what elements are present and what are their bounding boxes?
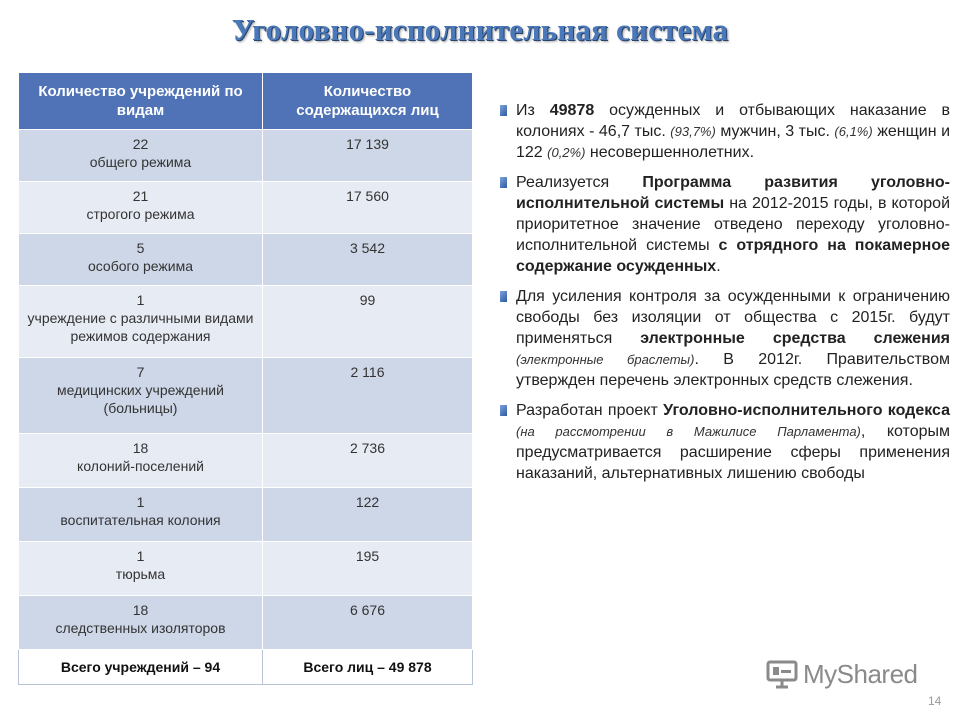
table-row — [19, 182, 473, 234]
table-row — [19, 596, 473, 650]
persons-count: 6 676 — [263, 596, 473, 650]
page-number: 14 — [928, 694, 942, 708]
text: на 2012-2015 годы, в которой приоритетное значение отведено переходу уголовно-исполнительной системы — [516, 195, 950, 254]
institution-cell — [19, 358, 263, 434]
text: Реализуется — [516, 174, 643, 191]
bullet-square-icon — [500, 177, 507, 188]
header-persons-count: Количество содержащихся лиц — [263, 73, 473, 130]
text: мужчин, 3 тыс. — [715, 123, 835, 140]
institution-cell — [19, 488, 263, 542]
persons-count: 3 542 — [263, 234, 473, 286]
institution-count: 21 — [132, 188, 149, 204]
slide-title: Уголовно-исполнительная система — [231, 12, 729, 47]
institution-count: 1 — [136, 292, 145, 308]
text-italic: (6,1%) — [834, 124, 873, 139]
text-italic: (0,2%) — [547, 145, 586, 160]
bullet-convicts-stats — [500, 100, 950, 163]
myshared-logo — [766, 656, 918, 692]
text-italic: (на рассмотрении в Мажилисе Парламента) — [516, 424, 861, 439]
bullet-square-icon — [500, 105, 507, 116]
institution-count: 18 — [132, 602, 149, 618]
presentation-board-icon — [766, 659, 798, 689]
text-bold: Программа развития уголовно-исполнительной системы — [516, 174, 951, 212]
institution-type: особого режима — [87, 258, 194, 274]
table-total-row — [19, 650, 473, 685]
persons-count: 2 116 — [263, 358, 473, 434]
institution-count: 1 — [136, 548, 145, 564]
institution-cell — [19, 130, 263, 182]
text: Разработан проект — [516, 402, 664, 419]
text: . — [716, 258, 721, 275]
institution-count: 22 — [132, 136, 149, 152]
total-institutions: Всего учреждений – 94 — [19, 650, 263, 685]
institution-count: 1 — [136, 494, 145, 510]
bullet-square-icon — [500, 291, 507, 302]
institution-cell — [19, 182, 263, 234]
table-row — [19, 234, 473, 286]
institution-type: строгого режима — [86, 206, 195, 222]
persons-count: 17 560 — [263, 182, 473, 234]
text: Из — [516, 102, 550, 119]
text-bold: электронные средства слежения — [640, 330, 950, 347]
institution-type: тюрьма — [115, 566, 166, 582]
total-persons: Всего лиц – 49 878 — [263, 650, 473, 685]
institutions-table — [18, 72, 473, 685]
institution-count: 18 — [132, 440, 149, 456]
institution-type: медицинских учреждений (больницы) — [57, 382, 224, 416]
text-bold: с отрядного на покамерное содержание осужденных — [516, 237, 950, 275]
institution-cell — [19, 542, 263, 596]
header-institution-count: Количество учреждений по видам — [19, 73, 263, 130]
text: несовершеннолетних. — [585, 144, 755, 161]
table-row — [19, 286, 473, 358]
table-header-row — [19, 73, 473, 130]
table-row — [19, 542, 473, 596]
text: осужденных и отбывающих наказание в колониях - 46,7 тыс. — [516, 102, 951, 140]
institution-count: 5 — [136, 240, 145, 256]
institution-type: воспитательная колония — [60, 512, 221, 528]
table-row — [19, 130, 473, 182]
persons-count: 99 — [263, 286, 473, 358]
bullet-square-icon — [500, 405, 507, 416]
text-italic: (93,7%) — [670, 124, 716, 139]
table-row — [19, 434, 473, 488]
bullet-code-draft — [500, 400, 950, 484]
institution-type: учреждение с различными видами режимов содержания — [27, 310, 254, 344]
institution-cell — [19, 434, 263, 488]
text: , которым предусматривается расширение сферы применения наказаний, альтернативных лишению свободы — [516, 423, 951, 482]
logo-text: MyShared — [803, 658, 918, 689]
text: Для усиления контроля за осужденными к ограничению свободы без изоляции от общества с 2015г. будут применяться — [516, 288, 950, 347]
institution-type: общего режима — [89, 154, 192, 170]
institution-cell — [19, 596, 263, 650]
bullet-program — [500, 172, 950, 277]
persons-count: 122 — [263, 488, 473, 542]
table-row — [19, 358, 473, 434]
institution-cell — [19, 286, 263, 358]
institution-count: 7 — [136, 364, 145, 380]
institution-type: следственных изоляторов — [55, 620, 226, 636]
text-bold: Уголовно-исполнительного кодекса — [663, 402, 950, 419]
text: женщин и 122 — [516, 123, 950, 161]
institution-type: колоний-поселений — [77, 458, 204, 474]
persons-count: 2 736 — [263, 434, 473, 488]
persons-count: 17 139 — [263, 130, 473, 182]
bullet-list — [500, 100, 950, 493]
bullet-electronic-monitoring — [500, 286, 950, 391]
text-italic: (электронные браслеты) — [516, 352, 695, 367]
table-row — [19, 488, 473, 542]
persons-count: 195 — [263, 542, 473, 596]
text: . В 2012г. Правительством утвержден перечень электронных средств слежения. — [516, 351, 950, 389]
text-bold: 49878 — [549, 102, 595, 119]
institution-cell — [19, 234, 263, 286]
